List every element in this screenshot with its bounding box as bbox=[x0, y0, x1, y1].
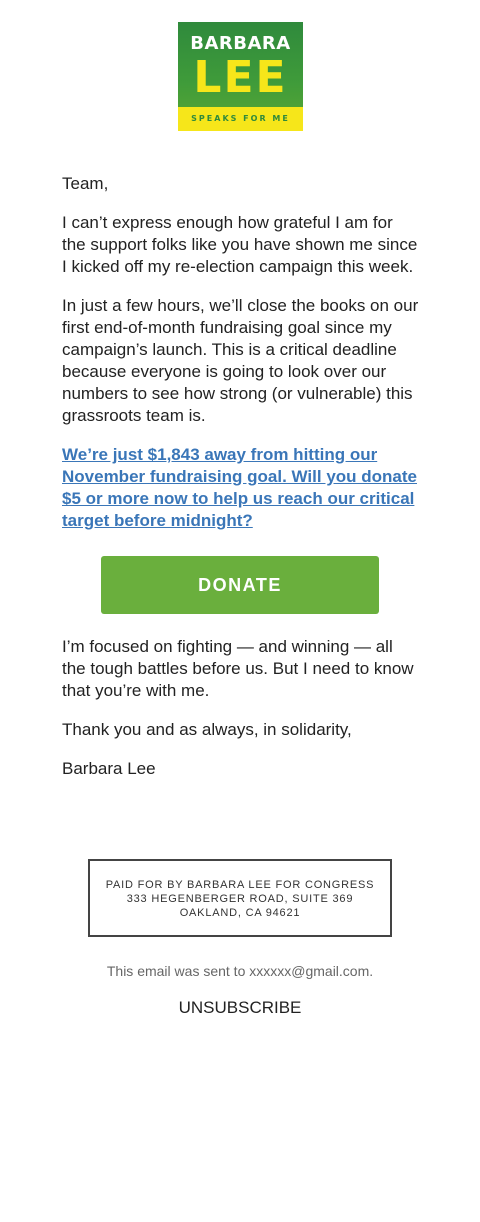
campaign-logo bbox=[178, 22, 303, 131]
logo-first-name: BARBARA bbox=[190, 33, 291, 54]
greeting: Team, bbox=[62, 174, 109, 193]
email-body-bottom bbox=[62, 636, 420, 797]
paragraph-deadline: In just a few hours, we’ll close the books on our first end-of-month fundraising goal since my campaign’s launch. This is a critical deadline because everyone is going to look over our numbers to see how strong (or vulnerable) this grassroots team is. bbox=[62, 296, 419, 425]
paid-for-line-1: PAID FOR BY BARBARA LEE FOR CONGRESS bbox=[105, 879, 375, 891]
cta-paragraph bbox=[62, 444, 420, 532]
logo-last-name: LEE bbox=[193, 52, 288, 103]
donate-cta-link[interactable]: We’re just $1,843 away from hitting our November fundraising goal. Will you donate $5 or more now to help us reach our critical target before midnight? bbox=[62, 445, 417, 530]
sent-to-notice: This email was sent to xxxxxx@gmail.com. bbox=[106, 963, 374, 979]
paid-for-line-2: 333 HEGENBERGER ROAD, SUITE 369 bbox=[126, 893, 354, 905]
logo-tagline: SPEAKS FOR ME bbox=[178, 107, 303, 131]
donate-button[interactable]: DONATE bbox=[101, 556, 379, 614]
paid-for-disclaimer bbox=[88, 859, 392, 937]
donate-button-container bbox=[101, 556, 379, 614]
signoff: Thank you and as always, in solidarity, bbox=[62, 720, 352, 739]
paid-for-line-3: OAKLAND, CA 94621 bbox=[179, 907, 301, 919]
paragraph-focus: I’m focused on fighting — and winning — all the tough battles before us. But I need to know that you’re with me. bbox=[62, 637, 414, 700]
signature: Barbara Lee bbox=[62, 759, 156, 778]
unsubscribe-container bbox=[0, 998, 480, 1018]
paragraph-gratitude: I can’t express enough how grateful I am for the support folks like you have shown me since I kicked off my re-election campaign this week. bbox=[62, 213, 418, 276]
email-body-top bbox=[62, 173, 420, 549]
unsubscribe-link[interactable]: UNSUBSCRIBE bbox=[178, 998, 302, 1017]
